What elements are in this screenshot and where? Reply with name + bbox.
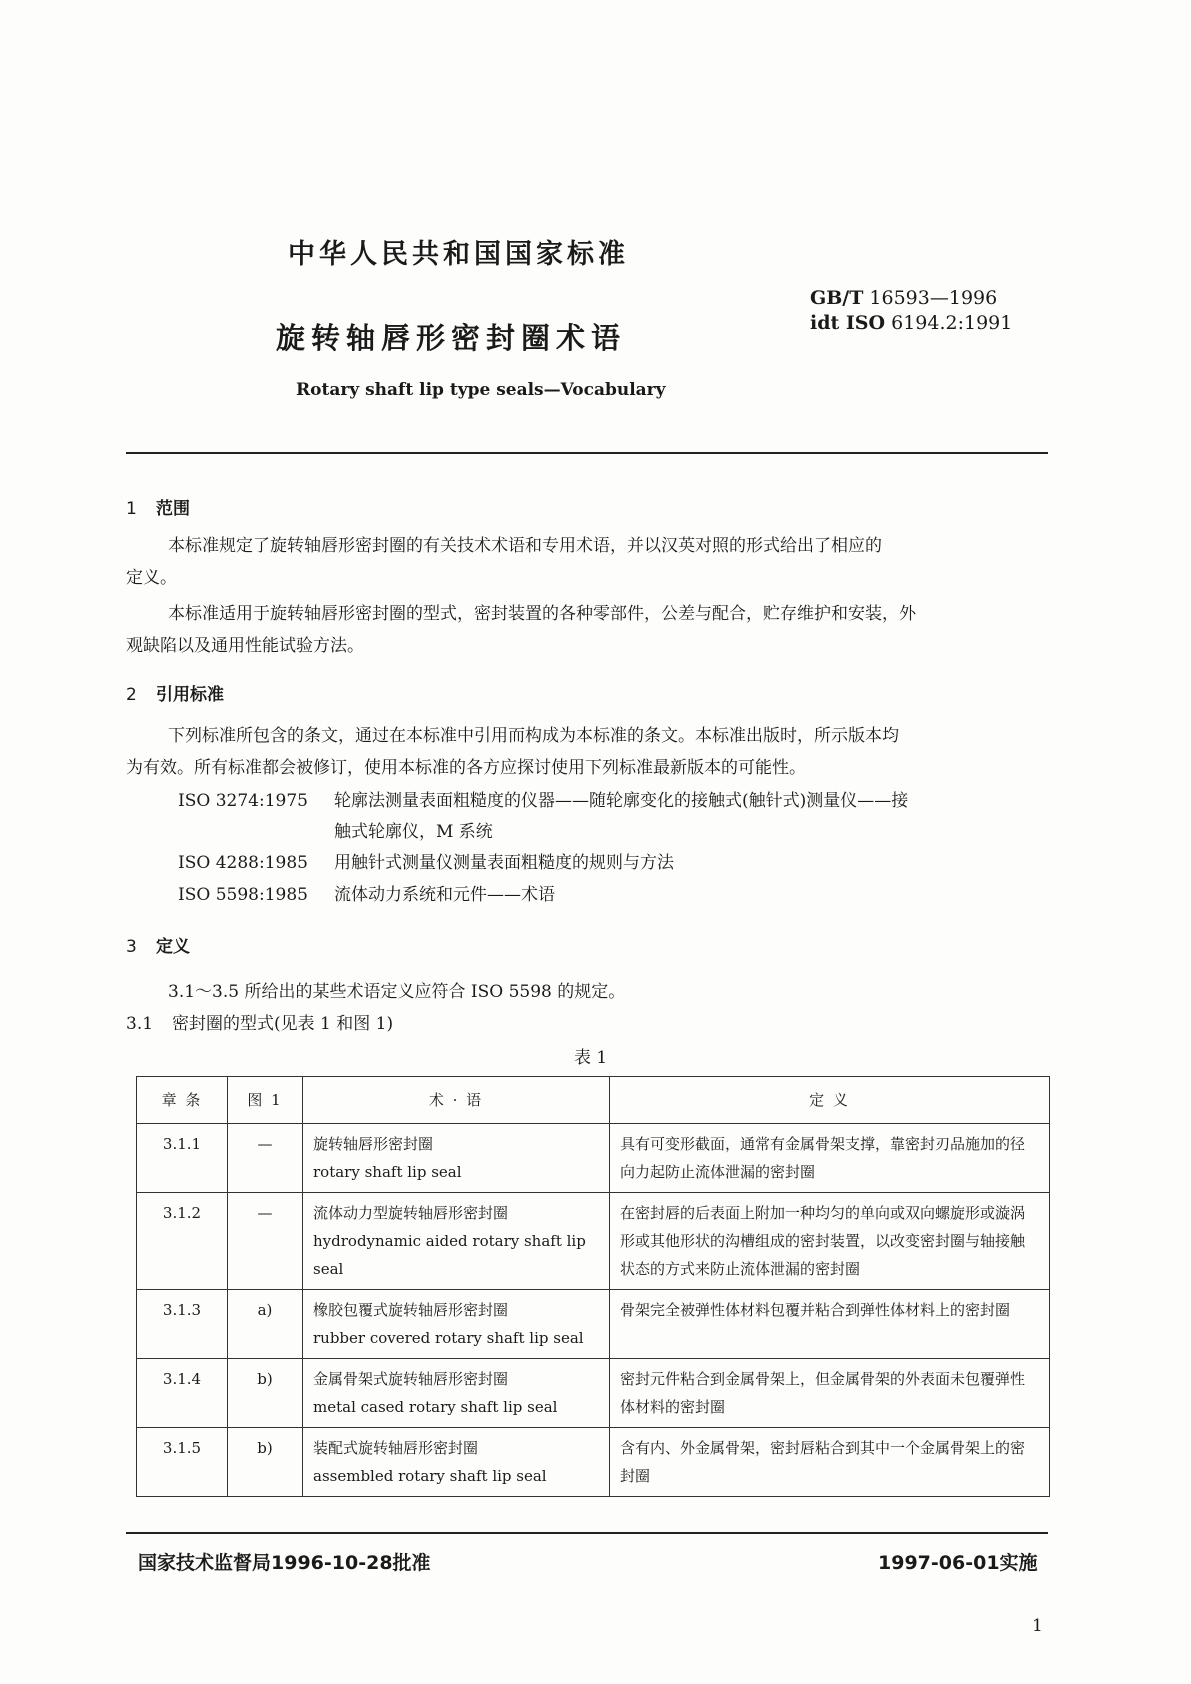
approval-date: 国家技术监督局1996-10-28批准 [138,1552,431,1574]
section-3-heading [126,932,190,957]
reference-title: 轮廓法测量表面粗糙度的仪器——随轮廓变化的接触式(触针式)测量仪——接 [334,791,909,811]
cell-figure: — [228,1193,303,1290]
section-number: 3 [126,937,137,957]
s2-p1-line1: 下列标准所包含的条文，通过在本标准中引用而构成为本标准的条文。本标准出版时，所示版本均 [168,726,899,746]
cell-term [303,1428,610,1497]
subsection-3-1 [126,1008,393,1040]
table-row [137,1124,1050,1193]
idt-prefix: idt ISO [810,312,886,334]
term-cn: 金属骨架式旋转轴唇形密封圈 [313,1370,509,1388]
s1-p2-line1: 本标准适用于旋转轴唇形密封圈的型式，密封装置的各种零部件，公差与配合，贮存维护和安装，外 [168,604,916,624]
table-row [137,1359,1050,1428]
term-en: rubber covered rotary shaft lip seal [313,1329,584,1347]
header-definition: 定 义 [610,1077,1050,1124]
table-row [137,1193,1050,1290]
cell-figure: a) [228,1290,303,1359]
terms-table [136,1076,1050,1497]
cell-term [303,1193,610,1290]
s1-p2-line2: 观缺陷以及通用性能试验方法。 [126,636,364,656]
reference-item [178,848,674,879]
std-prefix: GB/T [810,287,864,309]
cell-definition: 骨架完全被弹性体材料包覆并粘合到弹性体材料上的密封圈 [610,1290,1050,1359]
subsection-number: 3.1 [126,1014,154,1034]
cell-term [303,1290,610,1359]
reference-item [178,786,908,817]
cell-figure: b) [228,1359,303,1428]
standard-number-block [810,286,1012,336]
s1-p1-line2: 定义。 [126,568,177,588]
s2-p1-line2: 为有效。所有标准都会被修订，使用本标准的各方应探讨使用下列标准最新版本的可能性。 [126,758,806,778]
cell-clause: 3.1.3 [137,1290,228,1359]
term-cn: 旋转轴唇形密封圈 [313,1135,434,1153]
subsection-title: 密封圈的型式(见表 1 和图 1) [172,1014,394,1034]
reference-title: 流体动力系统和元件——术语 [334,885,555,905]
term-en: rotary shaft lip seal [313,1163,462,1181]
term-en: hydrodynamic aided rotary shaft lip seal [313,1232,586,1278]
table-row [137,1290,1050,1359]
cell-clause: 3.1.5 [137,1428,228,1497]
term-cn: 流体动力型旋转轴唇形密封圈 [313,1204,509,1222]
document-title-cn: 旋转轴唇形密封圈术语 [276,321,627,355]
cell-figure: — [228,1124,303,1193]
cell-figure: b) [228,1428,303,1497]
term-cn: 装配式旋转轴唇形密封圈 [313,1439,479,1457]
reference-title-continuation: 触式轮廓仪，M 系统 [334,822,493,842]
reference-code: ISO 5598:1985 [178,885,308,905]
cell-definition: 含有内、外金属骨架，密封唇粘合到其中一个金属骨架上的密封圈 [610,1428,1050,1497]
header-figure: 图 1 [228,1077,303,1124]
term-en: metal cased rotary shaft lip seal [313,1398,558,1416]
document-title-en: Rotary shaft lip type seals—Vocabulary [296,380,666,400]
cell-definition: 具有可变形截面，通常有金属骨架支撑，靠密封刃品施加的径向力起防止流体泄漏的密封圈 [610,1124,1050,1193]
page-number: 1 [1032,1616,1043,1636]
section-1-heading [126,494,190,519]
footer-divider [126,1532,1048,1534]
term-cn: 橡胶包覆式旋转轴唇形密封圈 [313,1301,509,1319]
section-number: 1 [126,499,137,519]
reference-code: ISO 3274:1975 [178,791,308,811]
section-2-heading [126,680,224,705]
idt-number: 6194.2:1991 [891,312,1013,334]
s1-p1-line1: 本标准规定了旋转轴唇形密封圈的有关技术术语和专用术语，并以汉英对照的形式给出了相应的 [168,536,882,556]
s3-intro: 3.1～3.5 所给出的某些术语定义应符合 ISO 5598 的规定。 [168,982,626,1002]
std-number: 16593—1996 [869,287,998,309]
reference-item [178,880,555,911]
table-header-row [137,1077,1050,1124]
term-en: assembled rotary shaft lip seal [313,1467,547,1485]
reference-title: 用触针式测量仪测量表面粗糙度的规则与方法 [334,853,674,873]
table-row [137,1428,1050,1497]
cell-clause: 3.1.1 [137,1124,228,1193]
header-clause: 章 条 [137,1077,228,1124]
table-caption: 表 1 [574,1048,608,1068]
section-title: 范围 [156,499,190,519]
cell-clause: 3.1.4 [137,1359,228,1428]
section-number: 2 [126,685,137,705]
header-divider [126,452,1048,454]
section-title: 引用标准 [156,685,224,705]
cell-definition: 在密封唇的后表面上附加一种均匀的单向或双向螺旋形或漩涡形或其他形状的沟槽组成的密封装置，以改变密封圈与轴接触状态的方式来防止流体泄漏的密封圈 [610,1193,1050,1290]
national-standard-heading: 中华人民共和国国家标准 [288,239,629,270]
cell-definition: 密封元件粘合到金属骨架上，但金属骨架的外表面未包覆弹性体材料的密封圈 [610,1359,1050,1428]
section-title: 定义 [156,937,190,957]
cell-clause: 3.1.2 [137,1193,228,1290]
cell-term [303,1124,610,1193]
effective-date: 1997-06-01实施 [878,1552,1038,1574]
cell-term [303,1359,610,1428]
header-term: 术 · 语 [303,1077,610,1124]
reference-code: ISO 4288:1985 [178,853,308,873]
